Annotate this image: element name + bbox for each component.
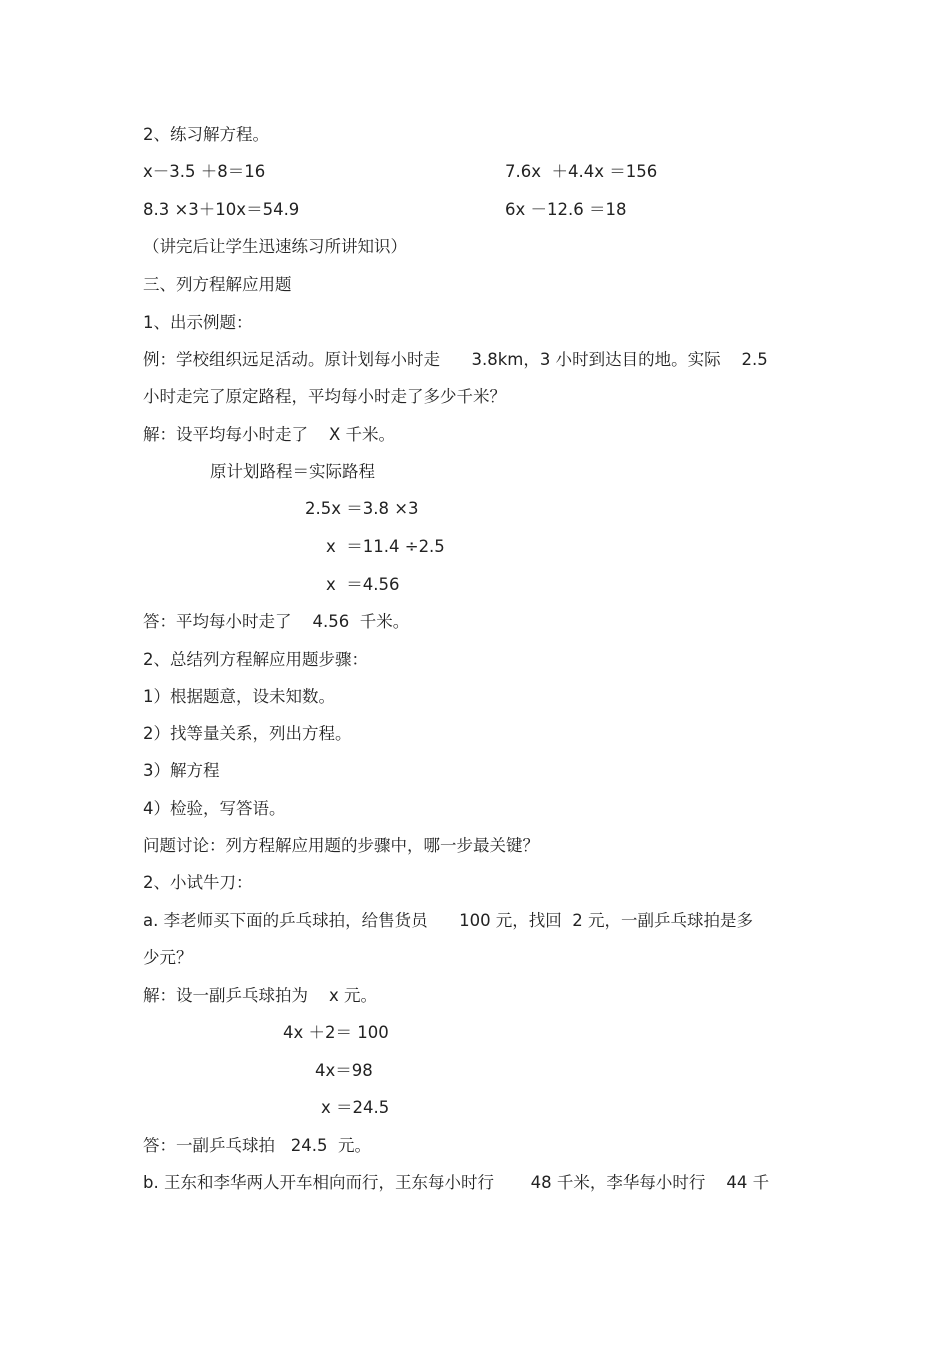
example-solution-intro: 解：设平均每小时走了 X 千米。 [143,425,396,444]
problem-a-line-1: a. 李老师买下面的乒乓球拍，给售货员 100 元，找回 2 元，一副乒乓球拍是多 [143,911,754,930]
problem-a-step-3: x ＝24.5 [321,1098,390,1117]
equation-4: 6x －12.6 ＝18 [505,200,627,219]
problem-a-solution-intro: 解：设一副乒乓球拍为 x 元。 [143,986,377,1005]
step-1: 1）根据题意，设未知数。 [143,687,335,706]
step-4: 4）检验，写答语。 [143,799,286,818]
example-relation: 原计划路程＝实际路程 [210,462,375,481]
example-step-3: x ＝4.56 [326,575,400,594]
equation-1: x－3.5 ＋8＝16 [143,162,266,181]
section-heading-practice: 2、练习解方程。 [143,125,269,144]
section-heading-word-problems: 三、列方程解应用题 [143,275,292,294]
problem-a-step-2: 4x＝98 [315,1061,373,1080]
example-heading: 1、出示例题： [143,313,253,332]
step-2: 2）找等量关系，列出方程。 [143,724,352,743]
example-problem-line-1: 例：学校组织远足活动。原计划每小时走 3.8km，3 小时到达目的地。实际 2.5 [143,350,768,369]
problem-a-line-2: 少元？ [143,948,193,967]
discussion-question: 问题讨论：列方程解应用题的步骤中，哪一步最关键？ [143,836,539,855]
example-answer: 答：平均每小时走了 4.56 千米。 [143,612,410,631]
problem-a-step-1: 4x ＋2＝ 100 [283,1023,389,1042]
practice-heading: 2、小试牛刀： [143,873,253,892]
example-step-2: x ＝11.4 ÷2.5 [326,537,445,556]
problem-b-line-1: b. 王东和李华两人开车相向而行，王东每小时行 48 千米，李华每小时行 44 千 [143,1173,770,1192]
example-step-1: 2.5x ＝3.8 ×3 [305,499,419,518]
teaching-note: （讲完后让学生迅速练习所讲知识） [143,237,407,256]
step-3: 3）解方程 [143,761,220,780]
steps-heading: 2、总结列方程解应用题步骤： [143,650,368,669]
equation-3: 8.3 ×3＋10x＝54.9 [143,200,300,219]
problem-a-answer: 答：一副乒乓球拍 24.5 元。 [143,1136,371,1155]
equation-2: 7.6x ＋4.4x ＝156 [505,162,658,181]
example-problem-line-2: 小时走完了原定路程，平均每小时走了多少千米？ [143,387,506,406]
